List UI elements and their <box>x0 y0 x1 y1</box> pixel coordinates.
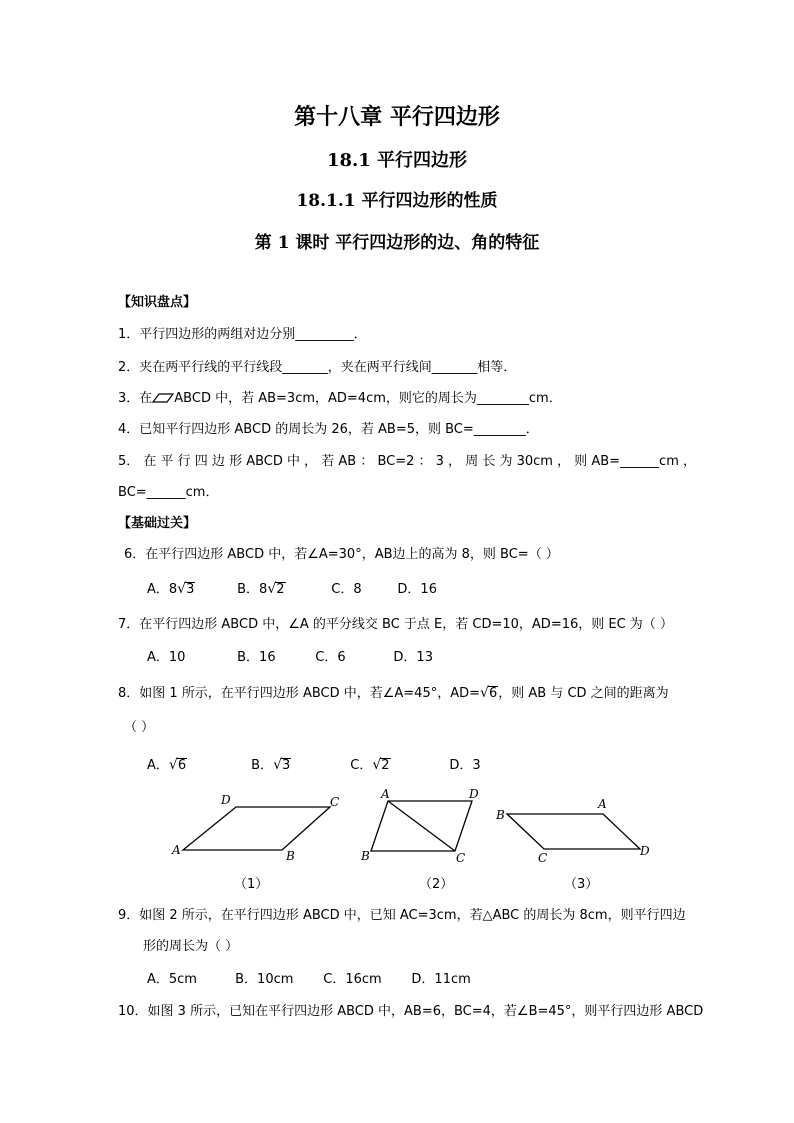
knowledge-heading: 【知识盘点】 <box>118 295 197 310</box>
q7-choice-b: B．16 <box>237 650 276 665</box>
fig1-parallelogram <box>183 807 330 850</box>
q10-stem: 10．如图 3 所示，已知在平行四边形 ABCD 中，AB=6，BC=4，若∠B=45°，则平行四边形 ABCD <box>118 1004 704 1019</box>
fig3-label-d: D <box>640 844 650 858</box>
figure-2 <box>360 787 479 865</box>
section-title: 18.1 平行四边形 <box>326 150 468 171</box>
q9-choice-c: C．16cm <box>323 972 382 987</box>
fig1-label-a: A <box>172 843 181 857</box>
fig3-parallelogram <box>507 814 640 849</box>
fig2-diagonal <box>388 801 455 851</box>
q6-choice-a: A．8√3 <box>147 581 195 597</box>
q6-choices <box>147 578 437 597</box>
q6-choice-b: B．8√2 <box>237 581 285 597</box>
fig2-label-c: C <box>456 851 466 865</box>
subsection-title: 18.1.1 平行四边形的性质 <box>296 191 498 211</box>
q8-choice-a: A．√6 <box>147 757 187 773</box>
fig2-label-b: B <box>361 849 370 863</box>
fig1-caption: （1） <box>234 877 269 892</box>
fig2-label-a: A <box>381 787 390 801</box>
q7-choices <box>147 646 433 665</box>
fig1-label-c: C <box>330 795 340 809</box>
knowledge-item-5-cont: BC=______cm． <box>118 485 219 500</box>
q9-stem: 9．如图 2 所示，在平行四边形 ABCD 中，已知 AC=3cm，若△ABC 的周长为 8cm，则平行四边 <box>118 908 686 923</box>
fig2-caption: （2） <box>419 877 454 892</box>
q8-stem-line2: （ ） <box>124 720 155 735</box>
q8-choice-d: D．3 <box>449 758 481 773</box>
q3-prefix: 3．在 <box>118 391 153 406</box>
knowledge-item-4: 4．已知平行四边形 ABCD 的周长为 26，若 AB=5，则 BC=________． <box>118 422 539 437</box>
fig3-label-b: B <box>496 808 505 822</box>
fig3-label-c: C <box>538 851 548 865</box>
fig3-caption: （3） <box>564 877 599 892</box>
q3-text: ABCD 中，若 AB=3cm，AD=4cm，则它的周长为________cm． <box>174 391 562 406</box>
q9-choice-b: B．10cm <box>235 972 294 987</box>
q6-choice-c: C．8 <box>331 582 362 597</box>
knowledge-item-1: 1．平行四边形的两组对边分别_________． <box>118 327 367 342</box>
fig1-label-b: B <box>286 849 295 863</box>
lesson-title: 第 1 课时 平行四边形的边、角的特征 <box>254 233 540 253</box>
figure-1 <box>171 793 339 863</box>
q7-choice-a: A．10 <box>147 650 186 665</box>
q6-stem: 6．在平行四边形 ABCD 中，若∠A=30°，AB边上的高为 8，则 BC=（ ） <box>124 547 559 562</box>
q7-choice-c: C．6 <box>315 650 346 665</box>
q8-choice-b: B．√3 <box>251 757 291 773</box>
q6-choice-d: D．16 <box>397 582 437 597</box>
knowledge-item-3 <box>118 387 562 406</box>
knowledge-item-5: 5． 在 平 行 四 边 形 ABCD 中 ， 若 AB ： BC=2 ： 3 ， 周 长 为 30cm ， 则 AB=______cm ， <box>118 454 696 469</box>
figures-diagram <box>0 780 794 872</box>
parallelogram-symbol-icon <box>152 393 174 403</box>
q8-choice-c: C．√2 <box>350 757 390 773</box>
knowledge-item-2: 2．夹在两平行线的平行线段_______，夹在两平行线间_______相等． <box>118 360 517 375</box>
fig3-label-a: A <box>598 797 607 811</box>
basic-heading: 【基础过关】 <box>118 516 197 531</box>
q9-stem-line2: 形的周长为（ ） <box>143 939 239 954</box>
fig1-label-d: D <box>221 793 231 807</box>
q7-stem: 7．在平行四边形 ABCD 中，∠A 的平分线交 BC 于点 E，若 CD=10，AD=16，则 EC 为（ ） <box>118 617 673 632</box>
q8-choices <box>147 754 481 773</box>
figure-3 <box>495 797 650 865</box>
q9-choices <box>147 968 471 987</box>
q9-choice-a: A．5cm <box>147 972 197 987</box>
chapter-title: 第十八章 平行四边形 <box>294 104 500 130</box>
q7-choice-d: D．13 <box>393 650 433 665</box>
q8-stem: 8．如图 1 所示，在平行四边形 ABCD 中，若∠A=45°，AD=√6，则 AB 与 CD 之间的距离为 <box>118 685 669 701</box>
fig2-label-d: D <box>469 787 479 801</box>
q9-choice-d: D．11cm <box>411 972 471 987</box>
